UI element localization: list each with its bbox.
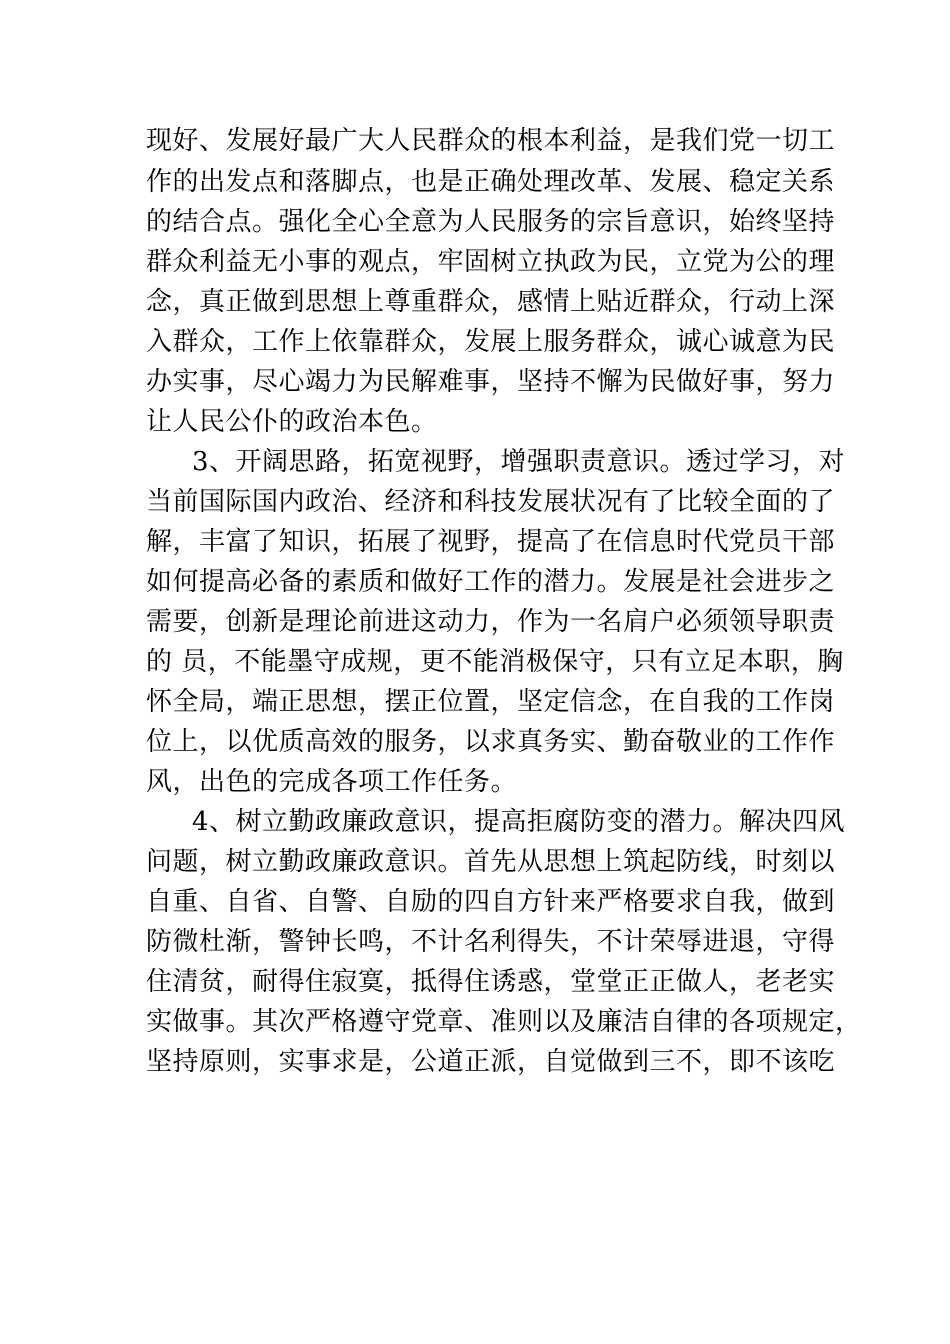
text-line: 需要，创新是理论前进这动力，作为一名肩户必须领导职责: [146, 607, 836, 637]
text-line: 让人民公仆的政治本色。: [146, 407, 438, 437]
text-line: 怀全局，端正思想，摆正位置，坚定信念，在自我的工作岗: [146, 687, 836, 717]
text-line: 位上，以优质高效的服务，以求真务实、勤奋敬业的工作作: [146, 727, 836, 757]
text-line: 现好、发展好最广大人民群众的根本利益，是我们党一切工: [146, 126, 836, 156]
text-line: 自重、自省、自警、自励的四自方针来严格要求自我，做到: [146, 887, 836, 917]
text-line: 风，出色的完成各项工作任务。: [146, 767, 518, 797]
text-line: 作的出发点和落脚点，也是正确处理改革、发展、稳定关系: [146, 167, 836, 197]
text-line: 当前国际国内政治、经济和科技发展状况有了比较全面的了: [146, 487, 836, 517]
text-line: 解，丰富了知识，拓展了视野，提高了在信息时代党员干部: [146, 527, 836, 557]
text-line: 入群众，工作上依靠群众，发展上服务群众，诚心诚意为民: [146, 327, 836, 357]
paragraph-4-heading: 4、树立勤政廉政意识，提高拒腐防变的潜力。解决四风: [192, 807, 846, 837]
text-line: 坚持原则，实事求是，公道正派，自觉做到三不，即不该吃: [146, 1047, 836, 1077]
text-line: 问题，树立勤政廉政意识。首先从思想上筑起防线，时刻以: [146, 847, 836, 877]
text-line: 群众利益无小事的观点，牢固树立执政为民，立党为公的理: [146, 247, 836, 277]
text-line: 的结合点。强化全心全意为人民服务的宗旨意识，始终坚持: [146, 207, 836, 237]
text-line: 住清贫，耐得住寂寞，抵得住诱惑，堂堂正正做人，老老实: [146, 967, 836, 997]
text-line: 实做事。其次严格遵守党章、准则以及廉洁自律的各项规定，: [146, 1007, 862, 1037]
text-line: 的 员，不能墨守成规，更不能消极保守，只有立足本职，胸: [146, 647, 844, 677]
text-line: 念，真正做到思想上尊重群众，感情上贴近群众，行动上深: [146, 287, 836, 317]
paragraph-3-heading: 3、开阔思路，拓宽视野，增强职责意识。透过学习，对: [192, 447, 846, 477]
text-line: 如何提高必备的素质和做好工作的潜力。发展是社会进步之: [146, 567, 836, 597]
text-line: 防微杜渐，警钟长鸣，不计名利得失，不计荣辱进退，守得: [146, 927, 836, 957]
text-line: 办实事，尽心竭力为民解难事，坚持不懈为民做好事，努力: [146, 367, 836, 397]
